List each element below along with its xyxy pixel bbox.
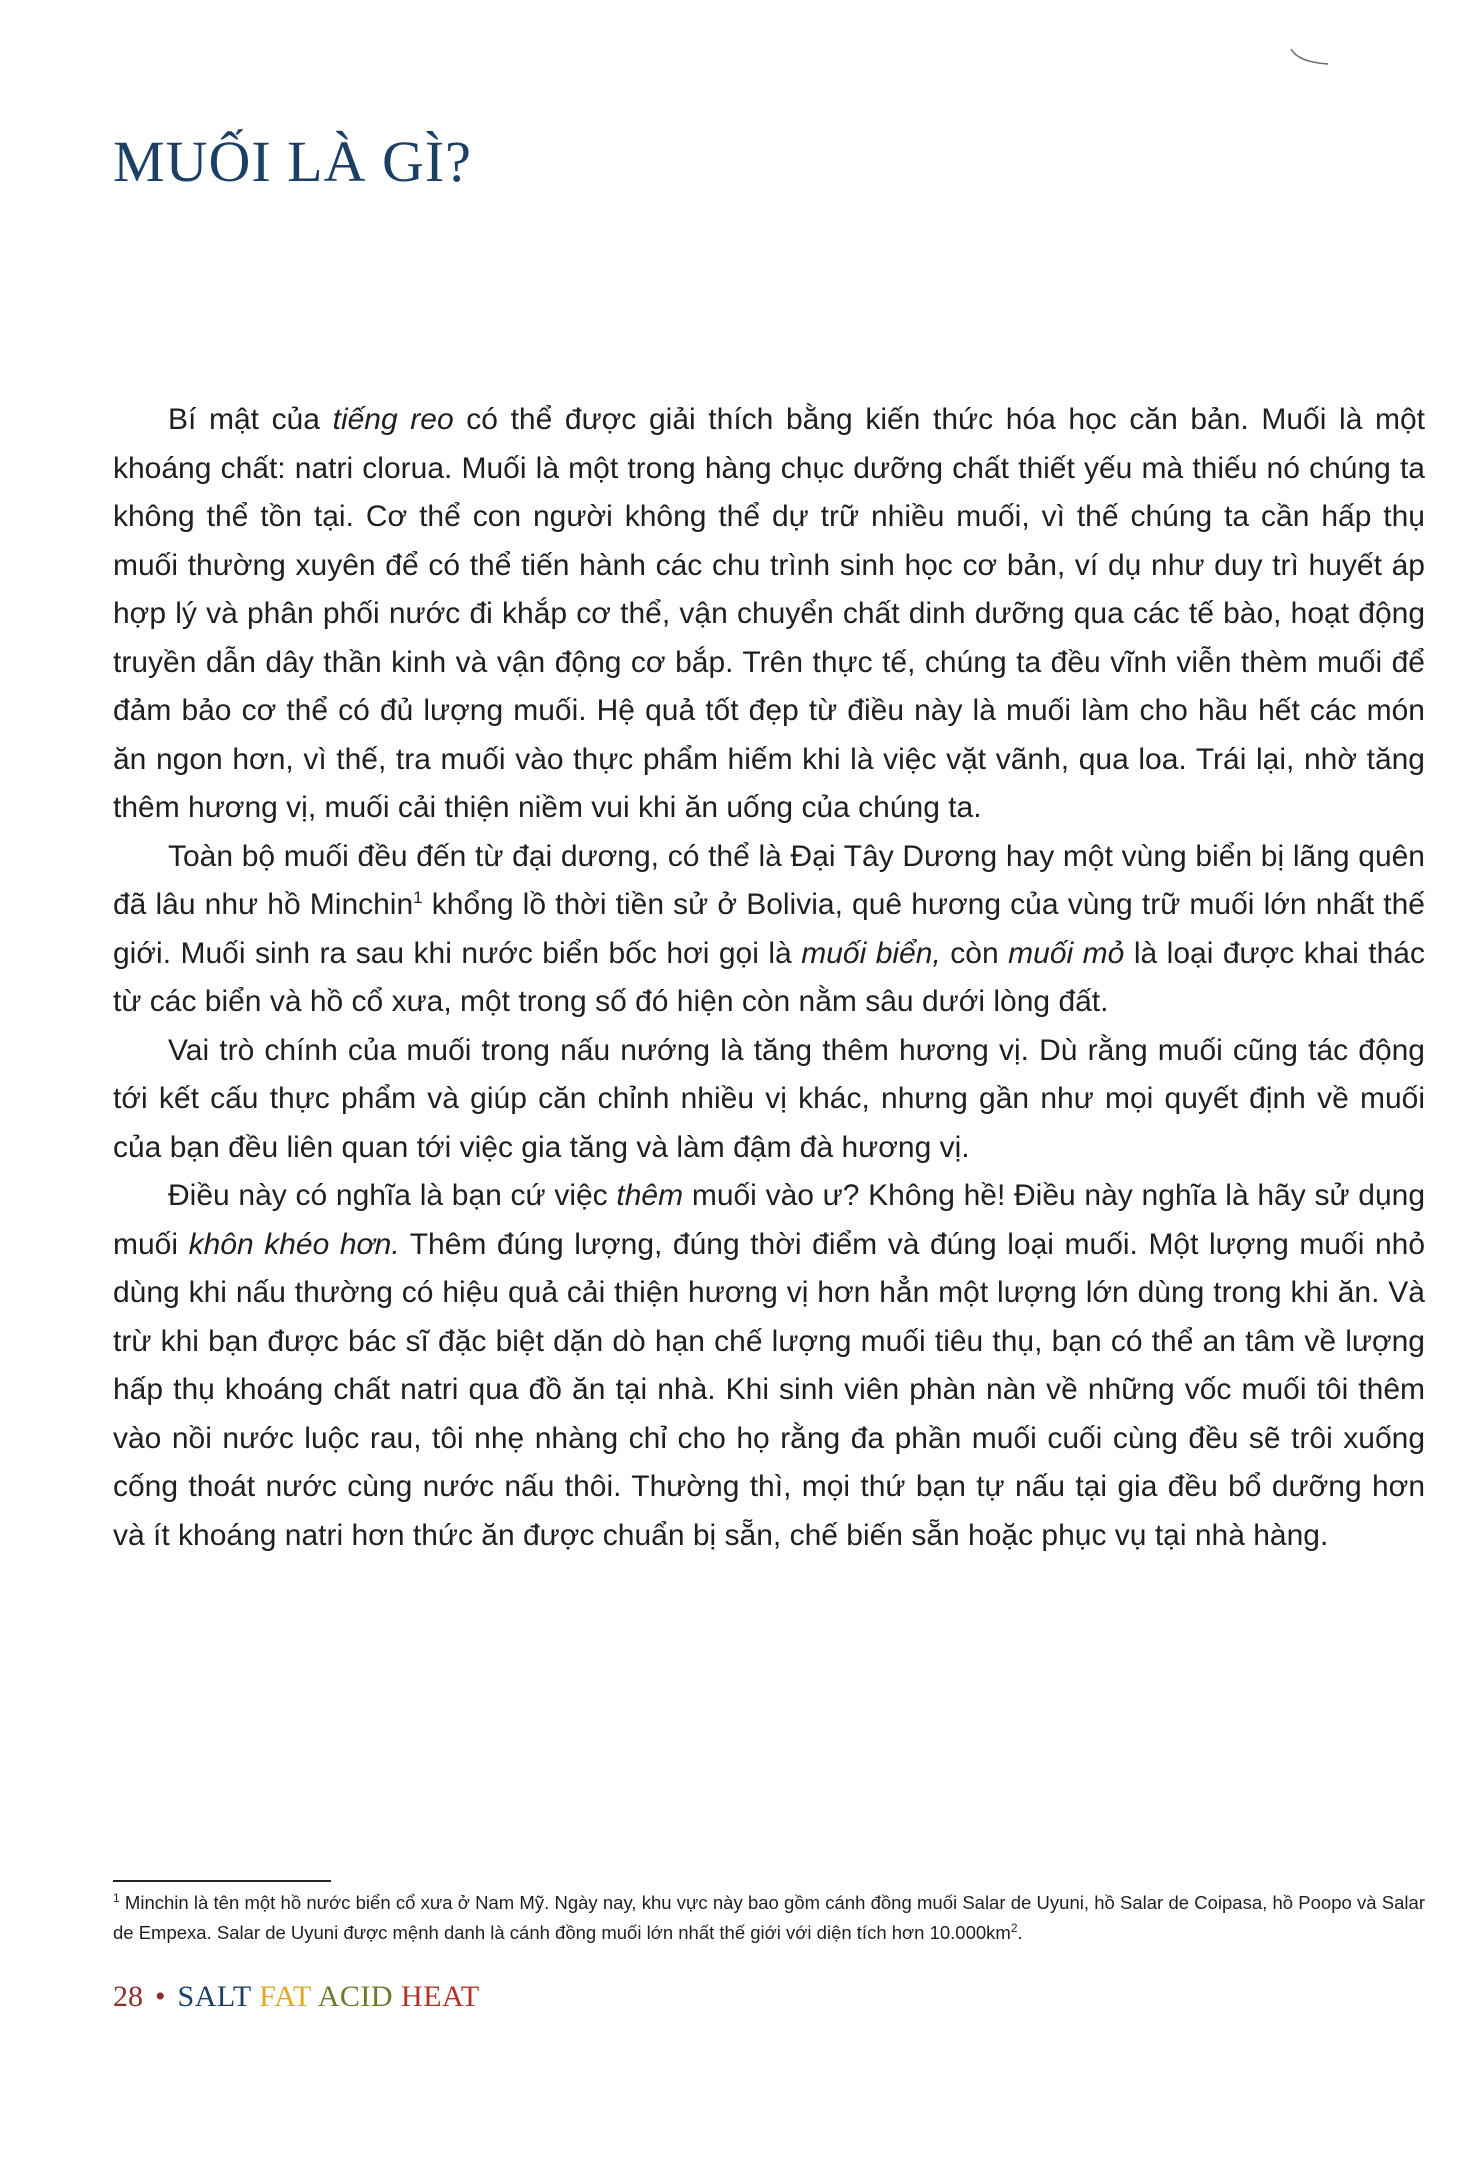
book-title-acid: ACID bbox=[317, 1980, 394, 2013]
paragraph bbox=[113, 396, 1425, 833]
body-text bbox=[113, 396, 1425, 1560]
book-title-fat: FAT bbox=[259, 1980, 312, 2013]
page-title: MUỐI LÀ GÌ? bbox=[113, 129, 472, 194]
paragraph bbox=[113, 1172, 1425, 1560]
paragraph bbox=[113, 1027, 1425, 1173]
running-footer bbox=[113, 1980, 480, 2014]
page-number: 28 bbox=[113, 1980, 143, 2013]
paragraph-text: khổng lồ thời tiền sử ở Bolivia, quê hương của vùng trữ muối lớn nhất thế giới. Muối sinh ra sau khi nước biển bốc hơi gọi là bbox=[113, 888, 1425, 970]
paragraph-text: Thêm đúng lượng, đúng thời điểm và đúng loại muối. Một lượng muối nhỏ dùng khi nấu thường có hiệu quả cải thiện hương vị hơn hẳn một lượng lớn dùng trong khi ăn. Và trừ khi bạn được bác sĩ đặc biệt dặn dò hạn chế lượng muối tiêu thụ, bạn có thể an tâm về lượng hấp thụ khoáng chất natri qua đồ ăn tại nhà. Khi sinh viên phàn nàn về những vốc muối tôi thêm vào nồi nước luộc rau, tôi nhẹ nhàng chỉ cho họ rằng đa phần muối cuối cùng đều sẽ trôi xuống cống thoát nước cùng nước nấu thôi. Thường thì, mọi thứ bạn tự nấu tại gia đều bổ dưỡng hơn và ít khoáng natri hơn thức ăn được chuẩn bị sẵn, chế biến sẵn hoặc phục vụ tại nhà hàng. bbox=[113, 1227, 1425, 1552]
footnote-end: . bbox=[1017, 1922, 1023, 1943]
footnote-text: Minchin là tên một hồ nước biển cổ xưa ở Nam Mỹ. Ngày nay, khu vực này bao gồm cánh đồng muối Salar de Uyuni, hồ Salar de Coipasa, hồ Poopo và Salar de Empexa. Salar de Uyuni được mệnh danh là cánh đồng muối lớn nhất thế giới với diện tích hơn 10.000km bbox=[113, 1892, 1425, 1943]
paragraph-text: Toàn bộ muối đều đến từ đại dương, có thể là Đại Tây Dương hay một vùng biển bị lãng quên đã lâu như hồ Minchin bbox=[113, 839, 1425, 921]
italic-term: khôn khéo hơn. bbox=[188, 1227, 400, 1261]
paragraph-text: là loại được khai thác từ các biển và hồ cổ xưa, một trong số đó hiện còn nằm sâu dưới lòng đất. bbox=[113, 936, 1425, 1018]
footnote-reference: 1 bbox=[413, 888, 423, 907]
italic-term: thêm bbox=[616, 1179, 684, 1212]
footnote bbox=[113, 1888, 1425, 1948]
italic-term: tiếng reo bbox=[332, 403, 454, 436]
italic-term: muối biển, bbox=[801, 936, 941, 970]
book-title-heat: HEAT bbox=[401, 1980, 480, 2013]
paragraph-text: muối vào ư? Không hề! Điều này nghĩa là hãy sử dụng muối bbox=[113, 1179, 1425, 1261]
paragraph-text: còn bbox=[940, 936, 1009, 970]
paragraph-text: Điều này có nghĩa là bạn cứ việc bbox=[168, 1179, 617, 1212]
footnote-unit-superscript: 2 bbox=[1010, 1920, 1018, 1935]
book-title-salt: SALT bbox=[177, 1980, 252, 2013]
page-corner-mark bbox=[1290, 48, 1330, 66]
paragraph-text: có thể được giải thích bằng kiến thức hóa học căn bản. Muối là một khoáng chất: natri clorua. Muối là một trong hàng chục dưỡng chất thiết yếu mà thiếu nó chúng ta không thể tồn tại. Cơ thể con người không thể dự trữ nhiều muối, vì thế chúng ta cần hấp thụ muối thường xuyên để có thể tiến hành các chu trình sinh học cơ bản, ví dụ như duy trì huyết áp hợp lý và phân phối nước đi khắp cơ thể, vận chuyển chất dinh dưỡng qua các tế bào, hoạt động truyền dẫn dây thần kinh và vận động cơ bắp. Trên thực tế, chúng ta đều vĩnh viễn thèm muối để đảm bảo cơ thể có đủ lượng muối. Hệ quả tốt đẹp từ điều này là muối làm cho hầu hết các món ăn ngon hơn, vì thế, tra muối vào thực phẩm hiếm khi là việc vặt vãnh, qua loa. Trái lại, nhờ tăng thêm hương vị, muối cải thiện niềm vui khi ăn uống của chúng ta. bbox=[113, 403, 1426, 824]
paragraph-text: Bí mật của bbox=[168, 403, 333, 436]
footnote-divider bbox=[113, 1880, 331, 1882]
book-title bbox=[178, 1980, 480, 2013]
paragraph bbox=[113, 833, 1425, 1027]
footer-bullet: • bbox=[155, 1980, 166, 2013]
paragraph-text: Vai trò chính của muối trong nấu nướng là tăng thêm hương vị. Dù rằng muối cũng tác động tới kết cấu thực phẩm và giúp căn chỉnh nhiều vị khác, nhưng gần như mọi quyết định về muối của bạn đều liên quan tới việc gia tăng và làm đậm đà hương vị. bbox=[113, 1033, 1425, 1164]
italic-term: muối mỏ bbox=[1008, 936, 1125, 970]
footnote-marker: 1 bbox=[113, 1890, 120, 1905]
